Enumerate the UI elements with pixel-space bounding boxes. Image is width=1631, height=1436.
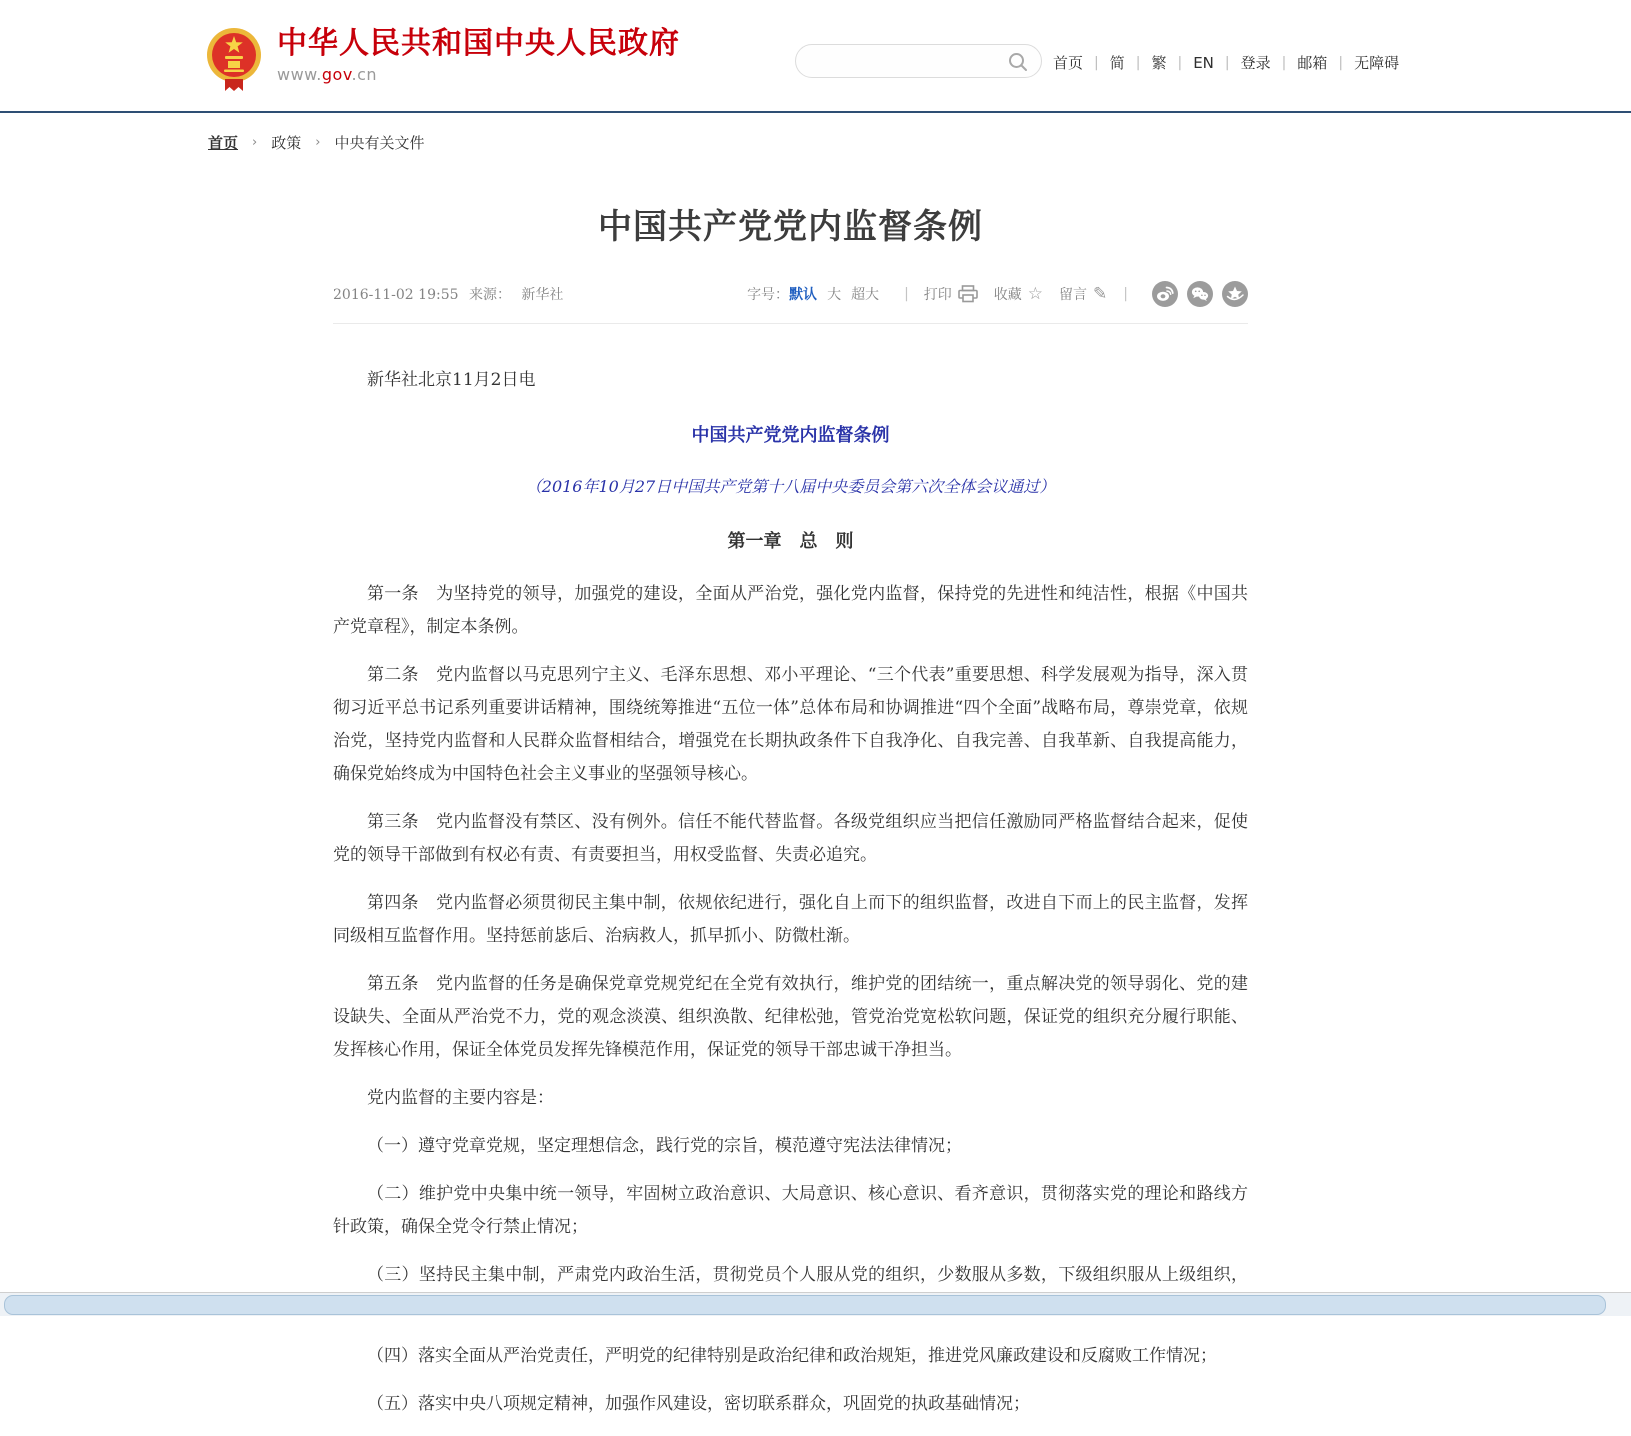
breadcrumb-separator: ›	[315, 135, 321, 150]
comment-button[interactable]	[1059, 284, 1107, 304]
document-title: 中国共产党党内监督条例	[691, 425, 890, 446]
qzone-star-icon	[1222, 281, 1248, 307]
url-www: www.	[277, 65, 322, 84]
toolbar-separator: |	[1123, 286, 1128, 302]
breadcrumb-item-1[interactable]: 首页	[208, 134, 239, 152]
share-wechat-button[interactable]	[1187, 281, 1213, 307]
site-header	[0, 0, 1631, 113]
article-paragraph: 第二条 党内监督以马克思列宁主义、毛泽东思想、邓小平理论、“三个代表”重要思想、科学发展观为指导，深入贯彻习近平总书记系列重要讲话精神，围绕统筹推进“五位一体”总体布局和协调推进“四个全面”战略布局，尊崇党章，依规治党，坚持党内监督和人民群众监督相结合，增强党在长期执政条件下自我净化、自我完善、自我革新、自我提高能力，确保党始终成为中国特色社会主义事业的坚强领导核心。	[333, 665, 1248, 784]
print-button[interactable]	[924, 284, 978, 304]
article-paragraph: （一）遵守党章党规，坚定理想信念，践行党的宗旨，模范遵守宪法法律情况；	[367, 1136, 962, 1156]
url-cn: .cn	[351, 65, 378, 84]
search-icon[interactable]	[1007, 51, 1029, 77]
nav-item-1[interactable]: 首页	[1053, 54, 1084, 72]
font-size-option-大[interactable]: 大	[827, 287, 842, 303]
wechat-icon	[1187, 281, 1213, 307]
article-paragraph: 党内监督的主要内容是：	[367, 1088, 554, 1108]
article-toolbar	[747, 281, 1248, 307]
article-paragraph: （四）落实全面从严治党责任，严明党的纪律特别是政治纪律和政治规矩，推进党风廉政建设和反腐败工作情况；	[367, 1346, 1217, 1366]
national-emblem-icon	[205, 26, 263, 96]
article-datetime: 2016-11-02 19:55	[333, 287, 459, 303]
logo-text	[277, 26, 680, 84]
header-nav	[1053, 52, 1399, 73]
article	[333, 190, 1248, 1436]
article-body	[333, 324, 1248, 1421]
pencil-icon: ✎	[1093, 283, 1108, 304]
comment-label: 留言	[1059, 287, 1088, 303]
breadcrumb-item-3[interactable]: 中央有关文件	[334, 134, 425, 152]
nav-separator: |	[1135, 54, 1141, 71]
dateline: 新华社北京11月2日电	[367, 370, 536, 390]
print-label: 打印	[923, 287, 952, 303]
document-subtitle: （2016年10月27日中国共产党第十八届中央委员会第六次全体会议通过）	[525, 477, 1056, 496]
horizontal-scrollbar-track	[0, 1292, 1631, 1316]
url-gov: gov	[321, 65, 352, 84]
article-paragraph: （三）坚持民主集中制，严肃党内政治生活，贯彻党员个人服从党的组织，少数服从多数，下级组织服从上级组织，	[367, 1265, 1248, 1285]
nav-separator: |	[1338, 54, 1344, 71]
nav-item-6[interactable]: 邮箱	[1297, 54, 1328, 72]
toolbar-separator: |	[904, 286, 909, 302]
nav-item-3[interactable]: 繁	[1151, 54, 1167, 72]
nav-separator: |	[1224, 54, 1230, 71]
site-url	[277, 65, 680, 84]
font-size-option-默认[interactable]: 默认	[789, 287, 818, 303]
share-weibo-button[interactable]	[1152, 281, 1178, 307]
search-box	[795, 44, 1042, 78]
printer-icon	[958, 285, 978, 303]
article-paragraph: 第四条 党内监督必须贯彻民主集中制，依规依纪进行，强化自上而下的组织监督，改进自下而上的民主监督，发挥同级相互监督作用。坚持惩前毖后、治病救人，抓早抓小、防微杜渐。	[333, 893, 1248, 946]
article-paragraph: （二）维护党中央集中统一领导，牢固树立政治意识、大局意识、核心意识、看齐意识，贯彻落实党的理论和路线方针政策，确保全党令行禁止情况；	[333, 1184, 1248, 1237]
breadcrumb-separator: ›	[252, 135, 258, 150]
breadcrumb	[208, 132, 424, 153]
nav-separator: |	[1177, 54, 1183, 71]
article-paragraph: 第一条 为坚持党的领导，加强党的建设，全面从严治党，强化党内监督，保持党的先进性和纯洁性，根据《中国共产党章程》，制定本条例。	[333, 584, 1248, 637]
article-meta	[333, 284, 569, 304]
article-paragraph: 第五条 党内监督的任务是确保党章党规党纪在全党有效执行，维护党的团结统一，重点解决党的领导弱化、党的建设缺失、全面从严治党不力，党的观念淡漠、组织涣散、纪律松弛，管党治党宽松软问题，保证党的组织充分履行职能、发挥核心作用，保证全体党员发挥先锋模范作用，保证党的领导干部忠诚干净担当。	[333, 974, 1248, 1060]
share-qzone-button[interactable]	[1222, 281, 1248, 307]
article-paragraph: 第三条 党内监督没有禁区、没有例外。信任不能代替监督。各级党组织应当把信任激励同严格监督结合起来，促使党的领导干部做到有权必有责、有责要担当，用权受监督、失责必追究。	[333, 812, 1248, 865]
favorite-button[interactable]	[994, 284, 1043, 304]
article-meta-row	[333, 281, 1248, 324]
font-size-label: 字号：	[747, 287, 790, 303]
breadcrumb-item-2[interactable]: 政策	[271, 134, 302, 152]
search-input[interactable]	[796, 45, 1041, 77]
nav-item-7[interactable]: 无障碍	[1354, 54, 1400, 72]
source-label: 来源：	[468, 287, 511, 303]
nav-item-2[interactable]: 简	[1109, 54, 1125, 72]
weibo-icon	[1152, 281, 1178, 307]
horizontal-scrollbar-thumb[interactable]	[4, 1295, 1606, 1315]
chapter-heading: 第一章 总 则	[727, 531, 854, 552]
star-icon: ☆	[1027, 283, 1044, 304]
article-paragraph: （五）落实中央八项规定精神，加强作风建设，密切联系群众，巩固党的执政基础情况；	[367, 1394, 1030, 1414]
page-title: 中国共产党党内监督条例	[598, 207, 983, 247]
font-size-option-超大[interactable]: 超大	[851, 287, 880, 303]
source-value[interactable]: 新华社	[521, 287, 564, 303]
nav-separator: |	[1094, 54, 1099, 71]
nav-separator: |	[1281, 54, 1287, 71]
site-logo[interactable]	[205, 26, 680, 96]
nav-item-4[interactable]: EN	[1193, 53, 1214, 72]
site-title: 中华人民共和国中央人民政府	[277, 26, 680, 61]
nav-item-5[interactable]: 登录	[1240, 54, 1271, 72]
font-size-options	[789, 284, 889, 304]
favorite-label: 收藏	[993, 287, 1022, 303]
